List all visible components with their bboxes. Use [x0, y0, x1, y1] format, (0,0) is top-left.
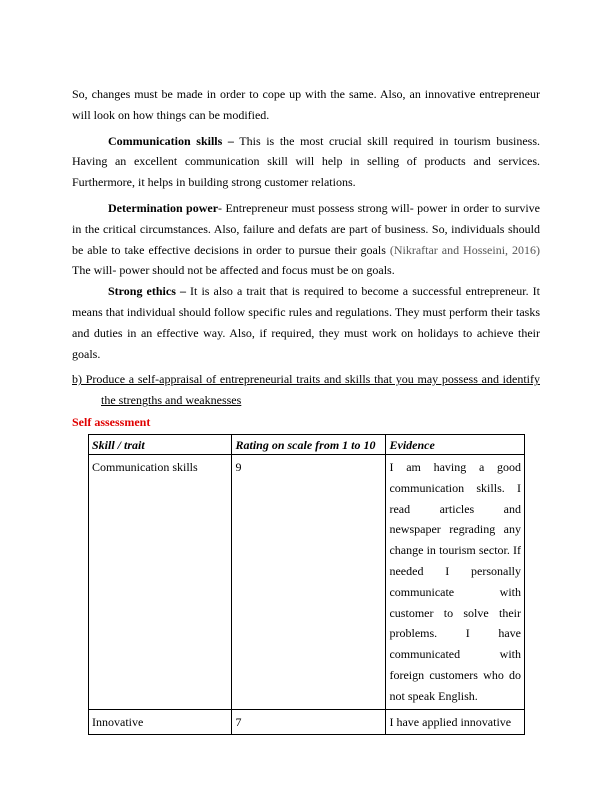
determination-power-text-2: The will- power should not be affected and focus must be on goals. — [72, 263, 395, 278]
rating-cell: 9 — [232, 455, 386, 710]
communication-skills-heading: Communication skills – — [108, 133, 234, 148]
rating-cell: 7 — [232, 709, 386, 735]
strong-ethics-text: It is also a trait that is required to become a successful entrepreneur. It means that individual should follow specific rules and regulations. They must perform their tasks and duties in an effective way. Also, if required, they must work on holidays to achieve their goals. — [72, 284, 540, 361]
question-b-heading: b) Produce a self-appraisal of entrepreneurial traits and skills that you may possess and identify the strengths and weaknesses — [72, 372, 540, 408]
evidence-cell: I have applied innovative — [386, 709, 525, 735]
determination-power-paragraph — [72, 198, 540, 281]
self-assessment-table — [88, 434, 525, 735]
intro-paragraph: So, changes must be made in order to cope up with the same. Also, an innovative entrepreneur will look on how things can be modified. — [72, 87, 540, 122]
self-assessment-title: Self assessment — [72, 414, 151, 429]
citation: (Nikraftar and Hosseini, 2016) — [389, 242, 540, 257]
strong-ethics-heading: Strong ethics – — [108, 284, 186, 299]
header-rating: Rating on scale from 1 to 10 — [232, 435, 386, 455]
document-body — [72, 84, 540, 430]
determination-power-heading: Determination power — [108, 200, 219, 215]
evidence-cell: I am having a good communication skills. I read articles and newspaper regrading any change in tourism sector. If needed I personally communicate with customer to solve their problems. I have communicated with foreign customers who do not speak English. — [386, 455, 525, 710]
table-row — [89, 455, 525, 710]
communication-skills-paragraph — [72, 131, 540, 193]
header-skill-trait: Skill / trait — [89, 435, 232, 455]
determination-power-text: - Entrepreneur must possess strong will- power in order to survive in the critical circumstances. Also, failure and defats are part of business. So, individuals should be able to take effective decisions in order to pursue their goals — [72, 200, 541, 257]
skill-cell: Innovative — [89, 709, 232, 735]
communication-skills-text: This is the most crucial skill required in tourism business. Having an excellent communication skill will help in selling of products and services. Furthermore, it helps in building strong customer relations. — [72, 133, 540, 190]
skill-cell: Communication skills — [89, 455, 232, 710]
header-evidence: Evidence — [386, 435, 525, 455]
table-header-row — [89, 435, 525, 455]
table-row — [89, 709, 525, 735]
strong-ethics-paragraph — [72, 281, 540, 364]
